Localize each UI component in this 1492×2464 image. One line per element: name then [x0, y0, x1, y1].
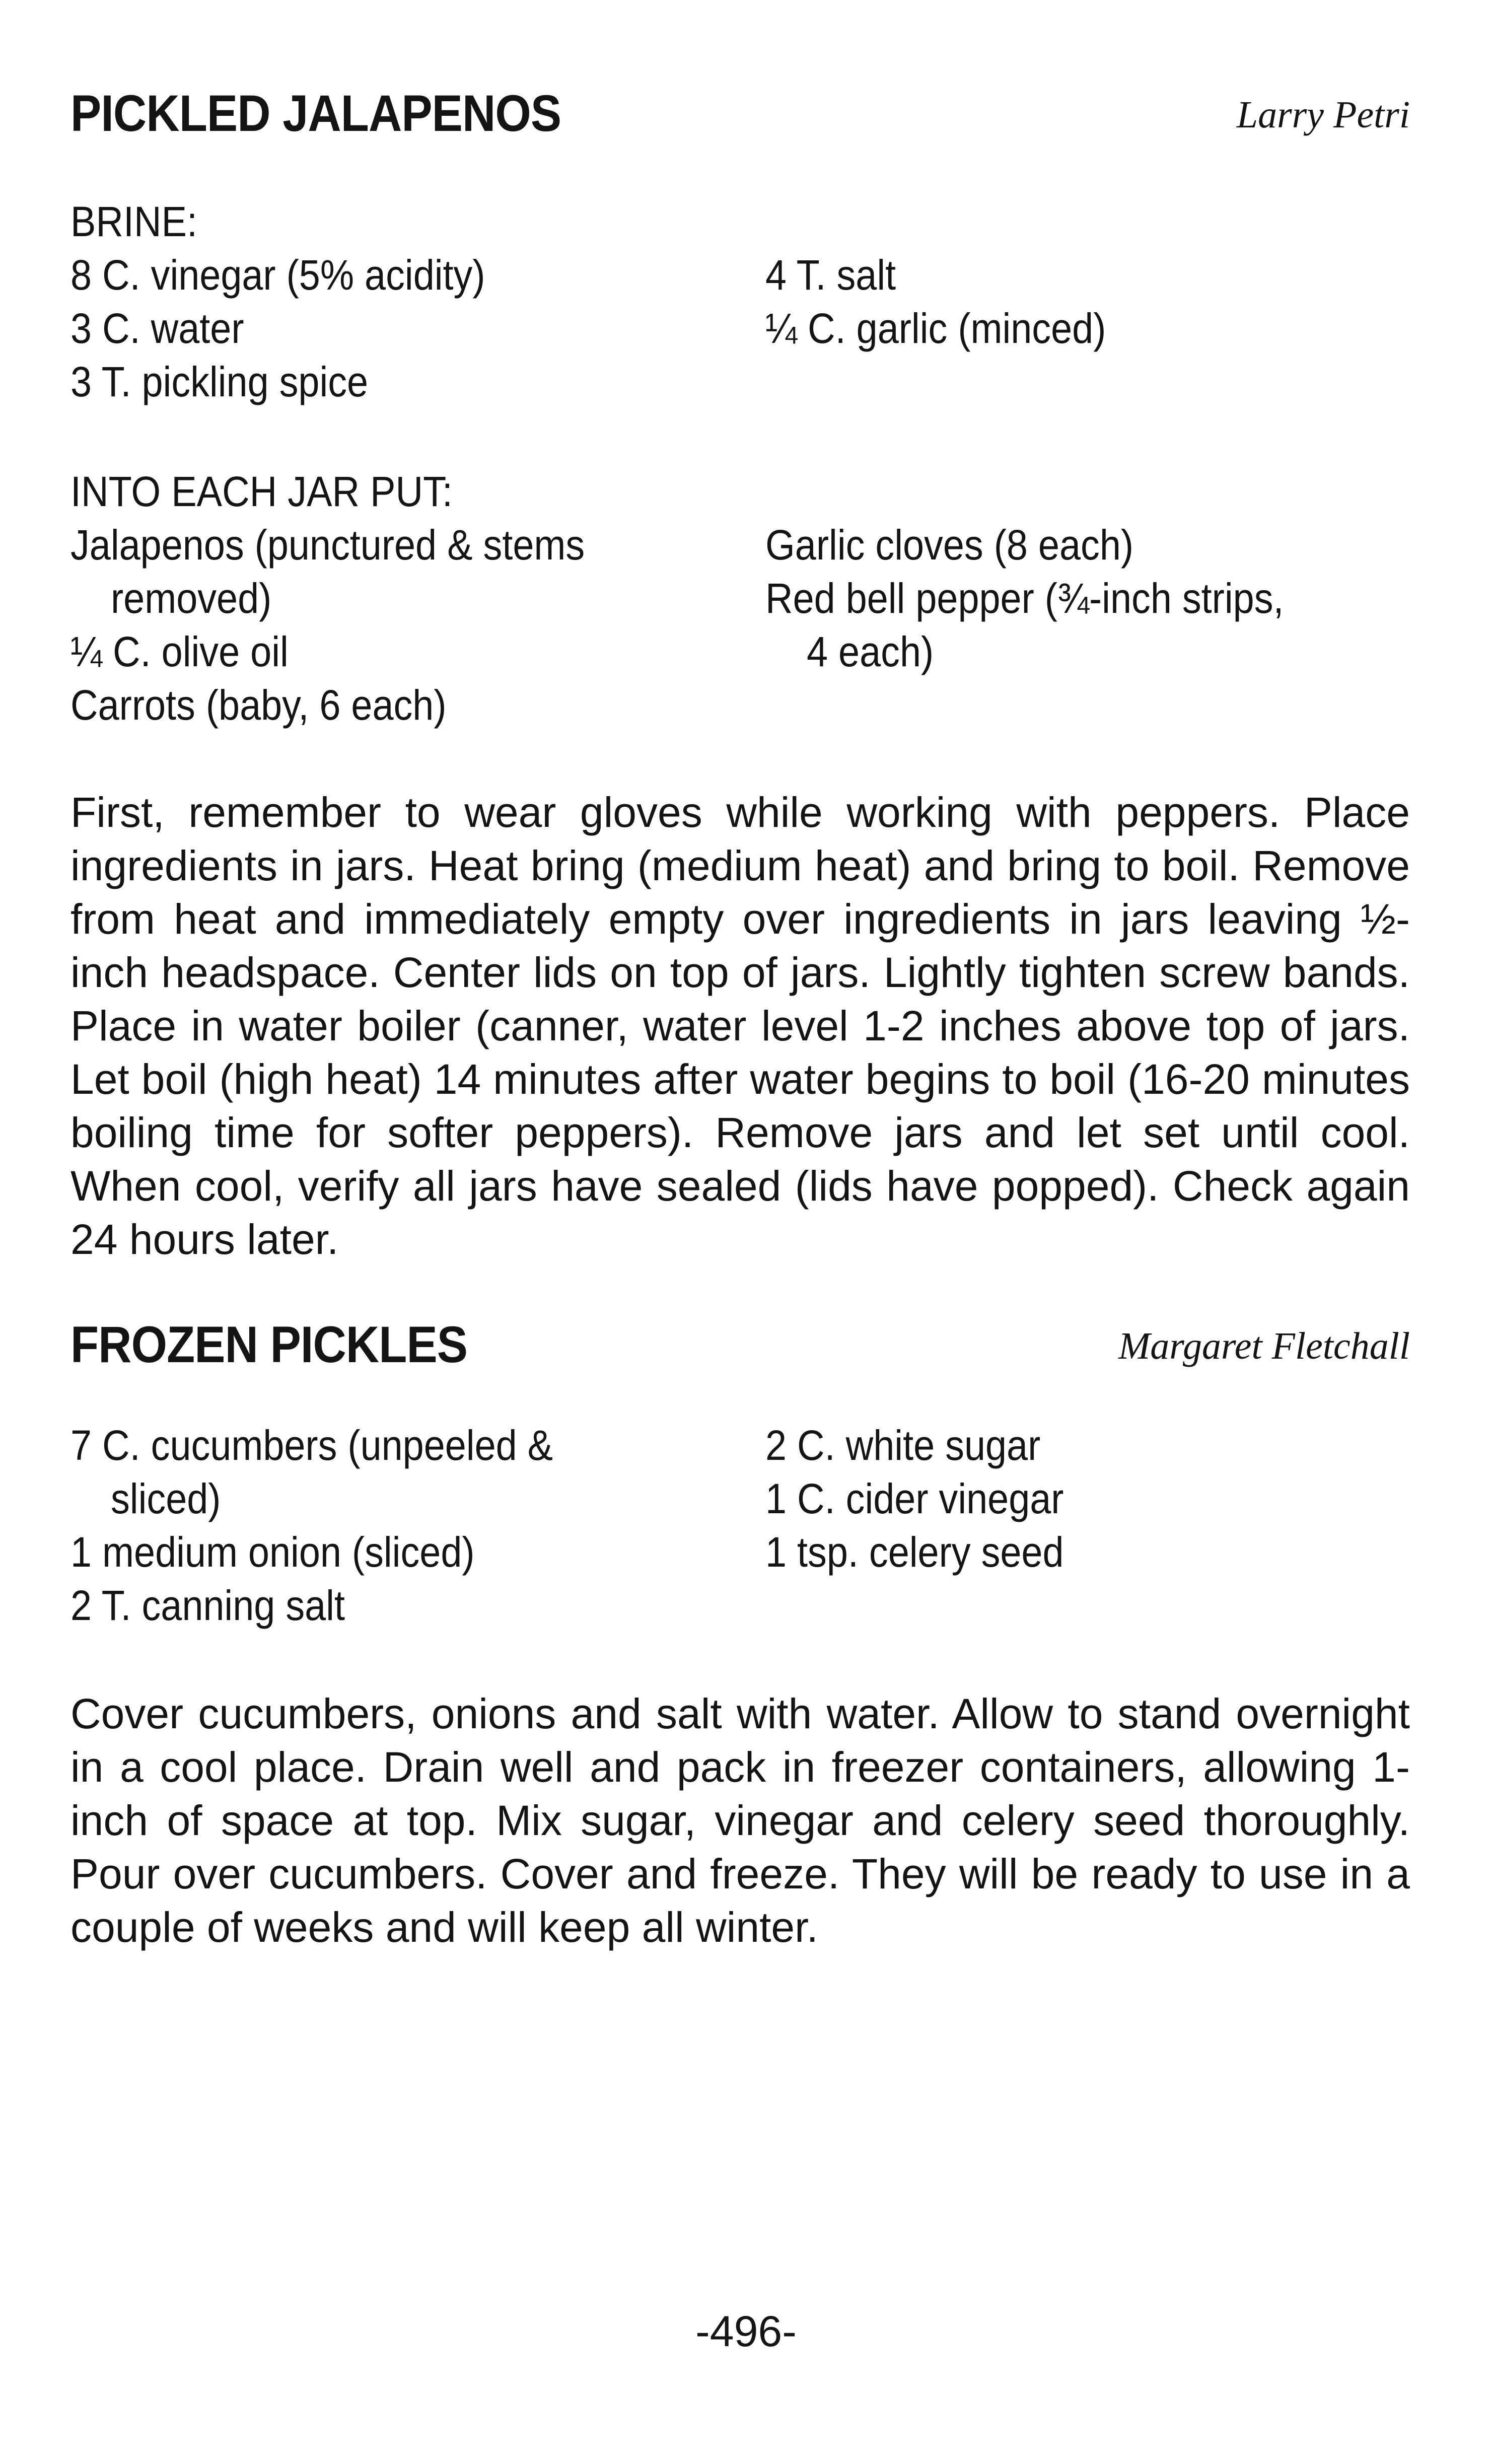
ingredient-line: 3 T. pickling spice — [70, 358, 369, 405]
ingredient-line: 1 tsp. celery seed — [765, 1528, 1064, 1576]
ingredient-line: 4 T. salt — [765, 251, 896, 299]
recipe-header — [70, 1312, 1410, 1392]
recipe-frozen-pickles — [70, 1312, 1410, 1951]
ingredient-line: Carrots (baby, 6 each) — [70, 681, 447, 729]
recipe-title: PICKLED JALAPENOS — [70, 85, 561, 142]
ingredient-line: 2 C. white sugar — [765, 1422, 1041, 1469]
page-number: -496- — [695, 2307, 797, 2356]
brine-heading: BRINE: — [70, 198, 198, 245]
ingredient-line: Red bell pepper (¾-inch strips, — [765, 575, 1284, 622]
ingredient-line: 1 C. cider vinegar — [765, 1475, 1064, 1522]
recipe-directions: Cover cucumbers, onions and salt with water. Allow to stand overnight in a cool place. Drain well and pack in freezer containers, allowing 1-inch of space at top. Mix sugar, vinegar and celery seed thoroughly. Pour over cucumbers. Cover and freeze. They will be ready to use in a couple of weeks and will keep all winter. — [70, 1690, 1410, 1951]
recipe-author: Larry Petri — [1236, 94, 1410, 136]
ingredient-line: 3 C. water — [70, 305, 244, 352]
recipe-page — [70, 81, 1410, 2387]
ingredient-line: 7 C. cucumbers (unpeeled & — [70, 1422, 553, 1469]
ingredient-line: 8 C. vinegar (5% acidity) — [70, 251, 485, 299]
ingredient-line: Jalapenos (punctured & stems — [70, 521, 585, 569]
ingredient-line: 4 each) — [807, 628, 934, 675]
recipe-title: FROZEN PICKLES — [70, 1316, 468, 1373]
ingredient-line: Garlic cloves (8 each) — [765, 521, 1134, 569]
recipe-header — [70, 81, 1410, 161]
ingredient-line: sliced) — [111, 1475, 221, 1522]
ingredient-line: ¼ C. olive oil — [70, 628, 289, 675]
recipe-author: Margaret Fletchall — [1118, 1325, 1410, 1367]
jar-heading: INTO EACH JAR PUT: — [70, 468, 453, 515]
recipe-pickled-jalapenos — [70, 81, 1410, 1263]
recipe-directions: First, remember to wear gloves while working with peppers. Place ingredients in jars. Heat bring (medium heat) and bring to boil. Remove from heat and immediately empty over ingredients in jars leaving ½-inch headspace. Center lids on top of jars. Lightly tighten screw bands. Place in water boiler (canner, water level 1-2 inches above top of jars. Let boil (high heat) 14 minutes after water begins to boil (16-20 minutes boiling time for softer peppers). Remove jars and let set until cool. When cool, verify all jars have sealed (lids have popped). Check again 24 hours later. — [70, 789, 1410, 1263]
ingredient-line: 1 medium onion (sliced) — [70, 1528, 475, 1576]
ingredient-line: removed) — [111, 575, 272, 622]
ingredient-line: ¼ C. garlic (minced) — [765, 305, 1106, 352]
ingredient-line: 2 T. canning salt — [70, 1582, 345, 1629]
